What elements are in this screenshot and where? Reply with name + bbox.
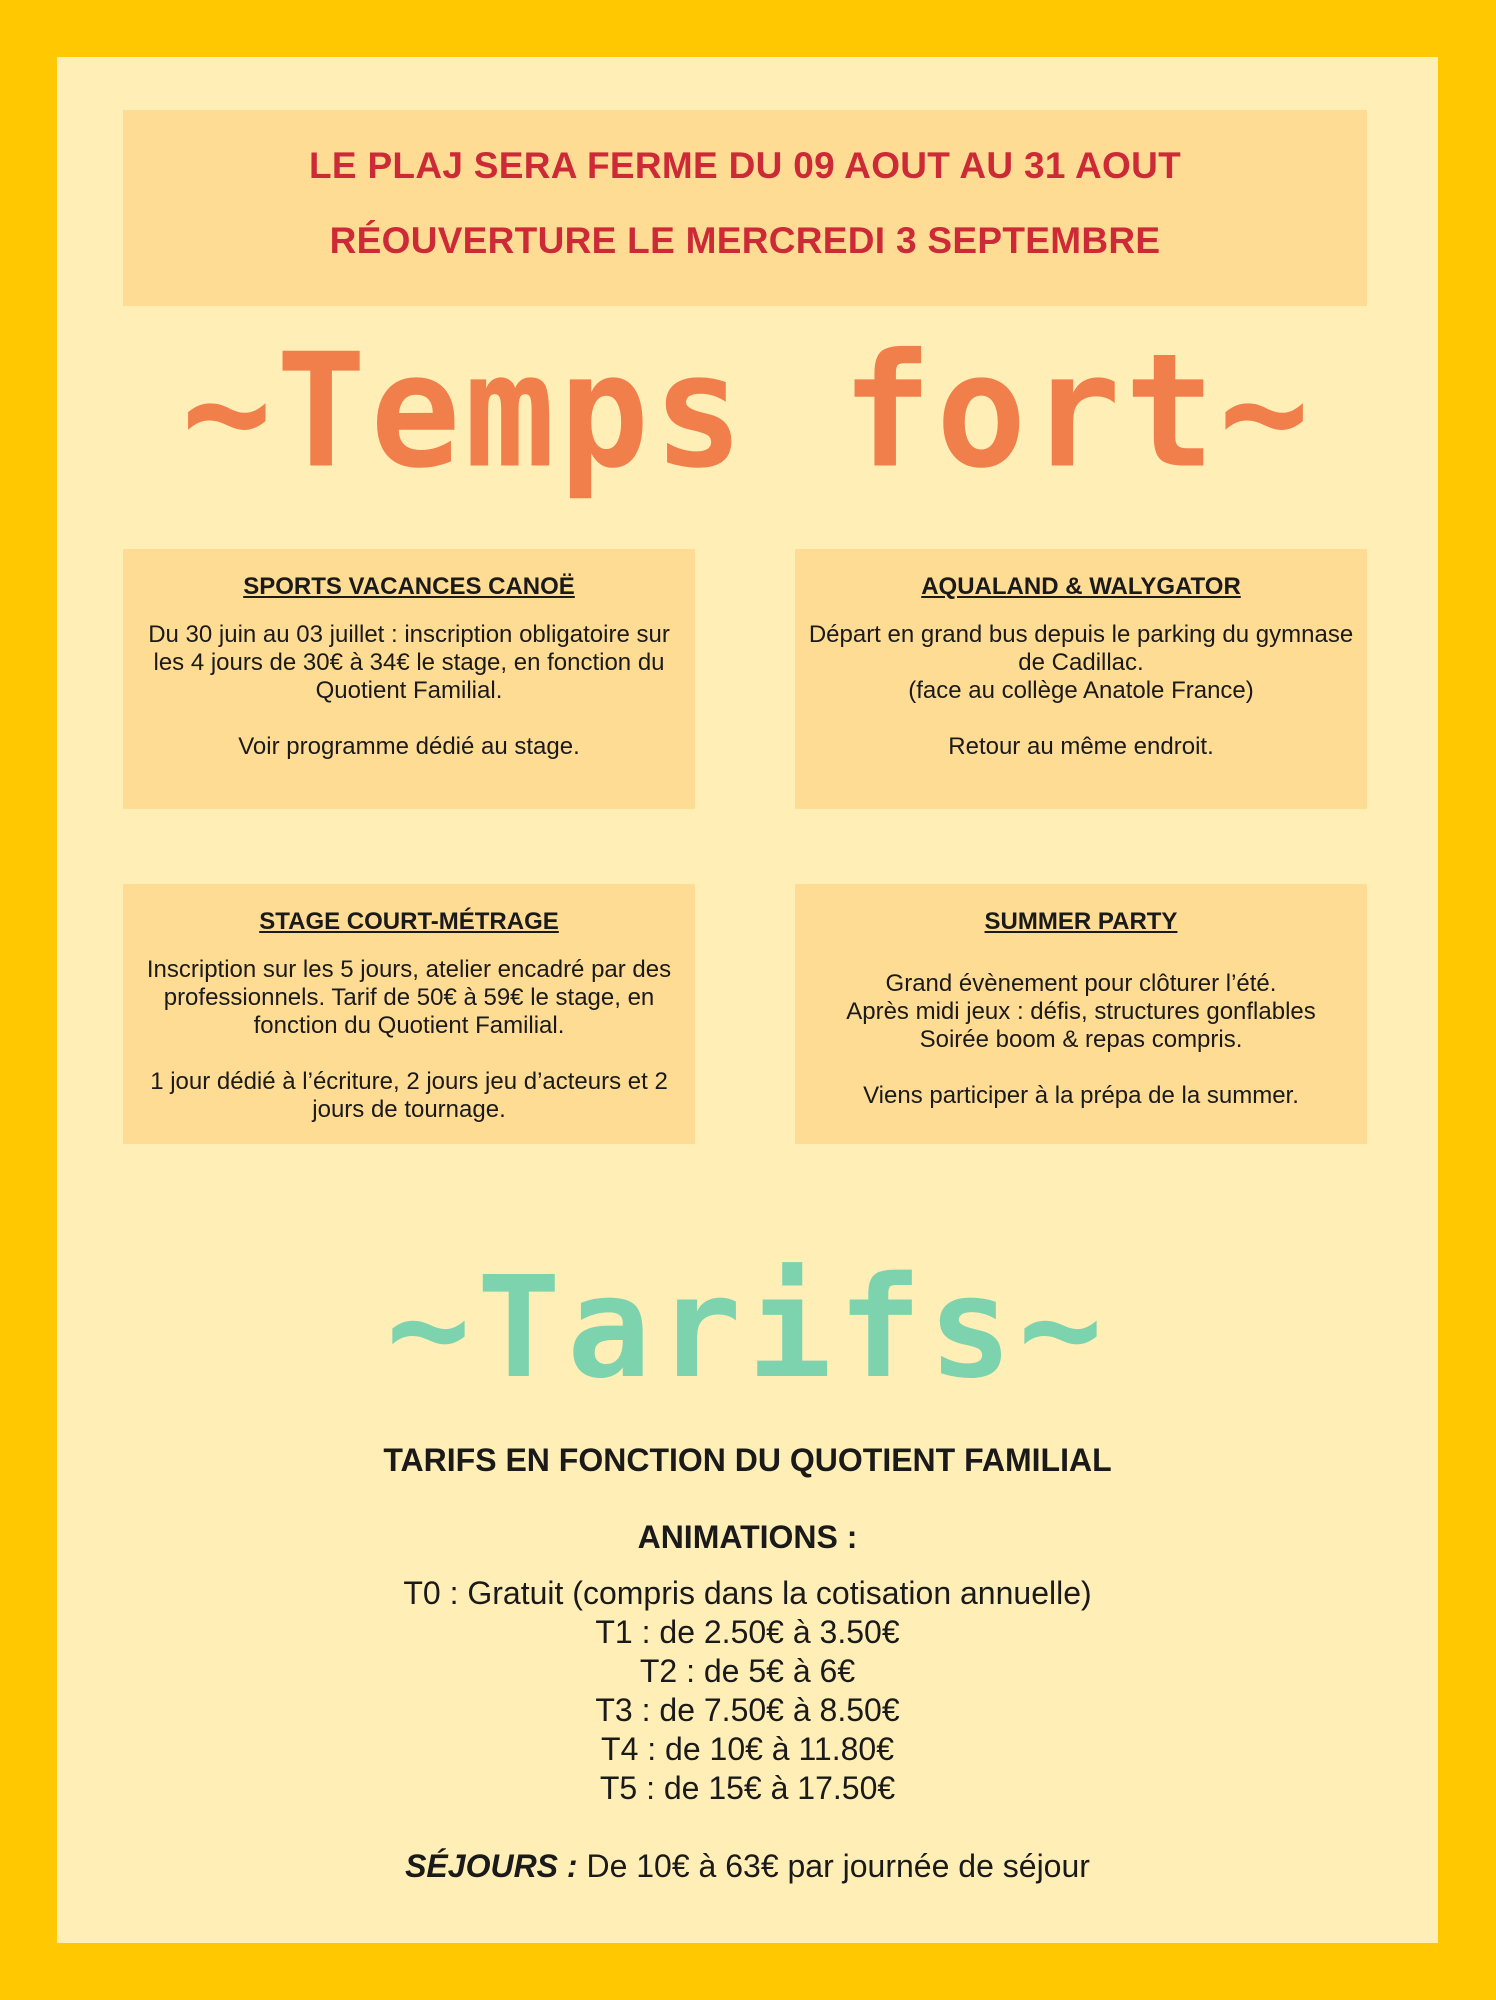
- card-text: Retour au même endroit.: [948, 733, 1214, 760]
- sejours-line: [57, 1848, 1438, 1885]
- card-text: 1 jour dédié à l’écriture, 2 jours jeu d’acteurs et 2 jours de tournage.: [150, 1068, 668, 1123]
- card-text: (face au collège Anatole France): [908, 677, 1254, 704]
- tarifs-title: ~Tarifs~: [386, 1247, 1109, 1410]
- animations-heading: ANIMATIONS :: [637, 1519, 858, 1555]
- temps-fort-title: ~Temps fort~: [181, 320, 1314, 504]
- card-summer-party: [795, 884, 1367, 1144]
- card-text: Voir programme dédié au stage.: [238, 733, 580, 760]
- card-text: Grand évènement pour clôturer l’été.: [885, 970, 1277, 997]
- closure-dates: LE PLAJ SERA FERME DU 09 AOUT AU 31 AOUT: [308, 145, 1181, 186]
- card-court-metrage: [123, 884, 695, 1144]
- card-text: Du 30 juin au 03 juillet : inscription obligatoire sur les 4 jours de 30€ à 34€ le stage, en fonction du Quotient Familial.: [148, 621, 670, 704]
- card-text: Soirée boom & repas compris.: [919, 1026, 1243, 1053]
- rate-item: T3 : de 7.50€ à 8.50€: [595, 1692, 900, 1728]
- rate-item: T5 : de 15€ à 17.50€: [599, 1770, 896, 1806]
- sejours-text: De 10€ à 63€ par journée de séjour: [577, 1848, 1090, 1884]
- tarifs-section: [57, 1442, 1438, 1885]
- card-aqualand: [795, 549, 1367, 809]
- card-text: Après midi jeux : défis, structures gonflables: [846, 998, 1316, 1025]
- rate-item: T4 : de 10€ à 11.80€: [601, 1731, 894, 1767]
- card-title: AQUALAND & WALYGATOR: [921, 573, 1241, 600]
- card-title: STAGE COURT-MÉTRAGE: [259, 908, 559, 935]
- rate-item: T2 : de 5€ à 6€: [639, 1653, 856, 1689]
- reopening-date: RÉOUVERTURE LE MERCREDI 3 SEPTEMBRE: [329, 220, 1161, 261]
- rate-item: T1 : de 2.50€ à 3.50€: [595, 1614, 900, 1650]
- flyer-page: [57, 57, 1438, 1943]
- card-sports-vacances: [123, 549, 695, 809]
- closure-notice: [123, 110, 1367, 306]
- card-text: Inscription sur les 5 jours, atelier encadré par des professionnels. Tarif de 50€ à 59€ le stage, en fonction du Quotient Familial.: [146, 956, 672, 1039]
- rate-item: T0 : Gratuit (compris dans la cotisation annuelle): [403, 1575, 1092, 1611]
- card-title: SPORTS VACANCES CANOË: [243, 573, 575, 600]
- card-title: SUMMER PARTY: [984, 908, 1178, 935]
- tarifs-heading: TARIFS EN FONCTION DU QUOTIENT FAMILIAL: [383, 1442, 1112, 1478]
- card-text: Viens participer à la prépa de la summer.: [863, 1082, 1299, 1109]
- card-text: Départ en grand bus depuis le parking du gymnase de Cadillac.: [808, 621, 1354, 676]
- sejours-label: SÉJOURS :: [405, 1848, 578, 1884]
- rates-list: [57, 1574, 1438, 1808]
